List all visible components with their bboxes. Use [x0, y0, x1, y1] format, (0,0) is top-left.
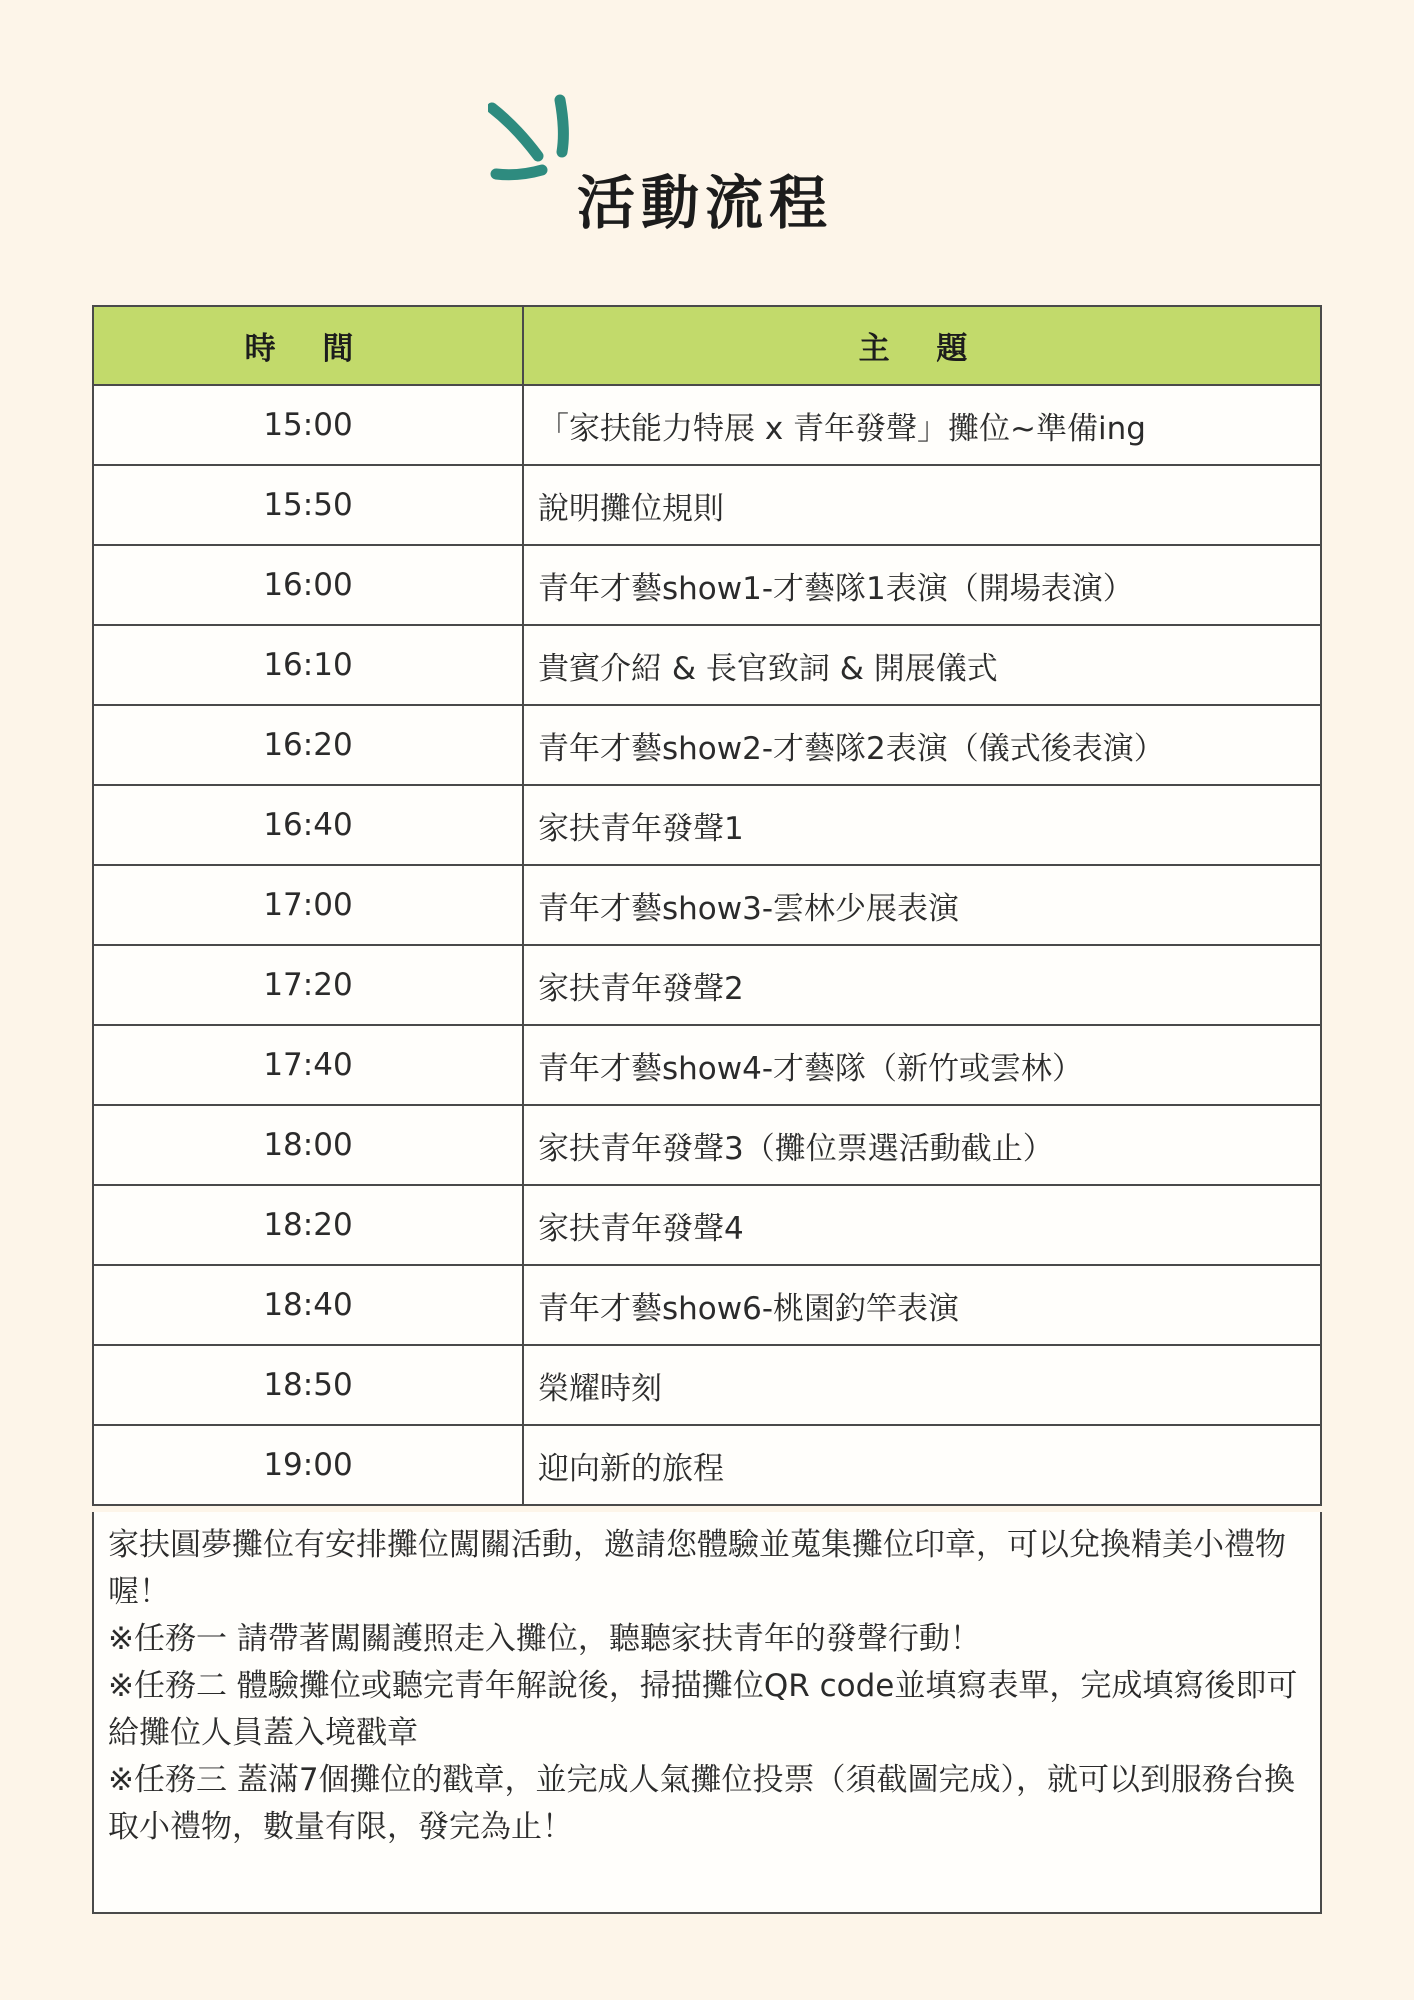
schedule-body — [93, 385, 1321, 1505]
notes-intro: 家扶圓夢攤位有安排攤位闖關活動，邀請您體驗並蒐集攤位印章，可以兌換精美小禮物喔！ — [108, 1527, 1286, 1610]
row-topic: 青年才藝show6-桃園釣竿表演 — [523, 1265, 1321, 1345]
row-topic: 說明攤位規則 — [523, 465, 1321, 545]
row-topic: 青年才藝show4-才藝隊（新竹或雲林） — [523, 1025, 1321, 1105]
row-topic: 迎向新的旅程 — [523, 1425, 1321, 1505]
row-time: 15:50 — [93, 465, 523, 545]
row-time: 18:50 — [93, 1345, 523, 1425]
row-time: 18:20 — [93, 1185, 523, 1265]
row-topic: 家扶青年發聲3（攤位票選活動截止） — [523, 1105, 1321, 1185]
notes-task-3: ※任務三 蓋滿7個攤位的戳章，並完成人氣攤位投票（須截圖完成），就可以到服務台換取小禮物，數量有限，發完為止！ — [108, 1762, 1296, 1845]
row-time: 18:40 — [93, 1265, 523, 1345]
row-time: 16:20 — [93, 705, 523, 785]
table-row — [93, 785, 1321, 865]
row-time: 17:20 — [93, 945, 523, 1025]
row-time: 15:00 — [93, 385, 523, 465]
row-time: 18:00 — [93, 1105, 523, 1185]
notes-task-2: ※任務二 體驗攤位或聽完青年解說後，掃描攤位QR code並填寫表單，完成填寫後即可給攤位人員蓋入境戳章 — [108, 1668, 1298, 1751]
table-row — [93, 705, 1321, 785]
table-row — [93, 1345, 1321, 1425]
row-topic: 青年才藝show2-才藝隊2表演（儀式後表演） — [523, 705, 1321, 785]
table-row — [93, 1025, 1321, 1105]
row-topic: 貴賓介紹 & 長官致詞 & 開展儀式 — [523, 625, 1321, 705]
notes-box — [92, 1512, 1322, 1914]
row-topic: 青年才藝show1-才藝隊1表演（開場表演） — [523, 545, 1321, 625]
row-topic: 「家扶能力特展 x 青年發聲」攤位~準備ing — [523, 385, 1321, 465]
header-topic: 主 題 — [523, 306, 1321, 385]
page-title: 活動流程 — [577, 169, 834, 237]
row-topic: 家扶青年發聲1 — [523, 785, 1321, 865]
table-row — [93, 865, 1321, 945]
row-topic: 家扶青年發聲4 — [523, 1185, 1321, 1265]
schedule-table — [92, 305, 1322, 1506]
table-row — [93, 465, 1321, 545]
header-time: 時 間 — [93, 306, 523, 385]
row-time: 17:40 — [93, 1025, 523, 1105]
table-row — [93, 1105, 1321, 1185]
table-header-row — [93, 306, 1321, 385]
table-row — [93, 545, 1321, 625]
table-row — [93, 1425, 1321, 1505]
table-row — [93, 625, 1321, 705]
table-row — [93, 1185, 1321, 1265]
row-topic: 榮耀時刻 — [523, 1345, 1321, 1425]
table-row — [93, 1265, 1321, 1345]
row-time: 17:00 — [93, 865, 523, 945]
table-row — [93, 945, 1321, 1025]
table-row — [93, 385, 1321, 465]
row-topic: 青年才藝show3-雲林少展表演 — [523, 865, 1321, 945]
row-time: 16:10 — [93, 625, 523, 705]
row-time: 19:00 — [93, 1425, 523, 1505]
notes-task-1: ※任務一 請帶著闖關護照走入攤位，聽聽家扶青年的發聲行動！ — [108, 1621, 981, 1657]
row-topic: 家扶青年發聲2 — [523, 945, 1321, 1025]
row-time: 16:00 — [93, 545, 523, 625]
row-time: 16:40 — [93, 785, 523, 865]
